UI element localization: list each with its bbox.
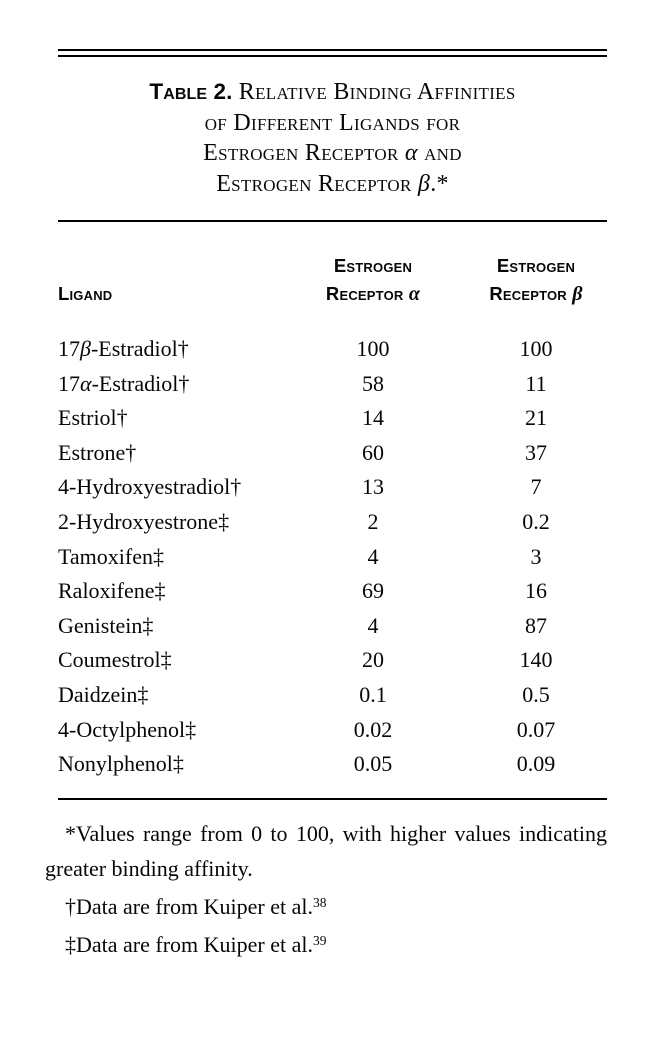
- table-footnotes: [45, 816, 607, 962]
- er-alpha-value: 4: [367, 612, 379, 638]
- er-alpha-value: 100: [356, 336, 390, 361]
- er-beta-value: 0.2: [522, 508, 550, 534]
- ligand-cell: Estrone†: [58, 439, 137, 465]
- table-title-line3: Estrogen Receptor α and: [203, 140, 462, 166]
- table-title-line2: of Different Ligands for: [204, 109, 461, 136]
- footnote-values-range: *Values range from 0 to 100, with higher values indicating greater binding affinity.: [45, 820, 607, 881]
- table-row: [58, 367, 607, 402]
- table-title-line4: Estrogen Receptor β.*: [216, 170, 449, 197]
- table-row: [58, 332, 607, 367]
- beta-symbol: β: [572, 283, 583, 305]
- er-alpha-value: 2: [367, 508, 379, 534]
- er-alpha-value: 4: [367, 543, 379, 569]
- er-beta-value: 0.07: [516, 716, 556, 742]
- er-beta-value: 87: [525, 612, 547, 638]
- er-beta-value: 140: [519, 647, 553, 673]
- table-title: [58, 77, 607, 199]
- reference-38: 38: [313, 894, 327, 910]
- ligand-cell: Genistein‡: [58, 612, 154, 638]
- table-row: [58, 505, 607, 540]
- table-ruled-area: [58, 49, 607, 800]
- footnote-dagger: †Data are from Kuiper et al.$^{38}$: [65, 893, 327, 919]
- ligand-cell: Tamoxifen‡: [58, 543, 164, 569]
- er-alpha-value: 13: [362, 474, 384, 500]
- table-row: [58, 574, 607, 609]
- table-row: [58, 678, 607, 713]
- ligand-cell: Nonylphenol‡: [58, 751, 184, 777]
- beta-symbol: β: [417, 170, 431, 197]
- table-row: [58, 747, 607, 782]
- er-beta-value: 3: [530, 543, 542, 569]
- er-alpha-value: 0.05: [353, 751, 393, 777]
- header-rule: [58, 220, 607, 222]
- reference-39: 39: [313, 932, 327, 948]
- column-header-er-beta: Estrogen Receptor β: [489, 255, 583, 305]
- ligand-cell: Daidzein‡: [58, 681, 149, 707]
- ligand-cell: 17α-Estradiol†: [58, 370, 190, 396]
- ligand-cell: 17β-Estradiol†: [58, 336, 189, 361]
- er-alpha-value: 58: [362, 370, 384, 396]
- ligand-cell: Coumestrol‡: [58, 647, 172, 673]
- column-header-er-alpha: Estrogen Receptor α: [325, 255, 421, 305]
- er-beta-value: 21: [525, 405, 547, 431]
- er-alpha-value: 14: [362, 405, 384, 431]
- er-alpha-value: 20: [362, 647, 384, 673]
- er-beta-value: 7: [530, 474, 542, 500]
- ligand-cell: 2-Hydroxyestrone‡: [58, 508, 230, 534]
- footnote-double-dagger: ‡Data are from Kuiper et al.$^{39}$: [65, 931, 327, 957]
- table-row: [58, 609, 607, 644]
- top-double-rule: [58, 49, 607, 57]
- table-row: [58, 436, 607, 471]
- table-body: [58, 332, 607, 782]
- er-alpha-value: 0.02: [353, 716, 393, 742]
- ligand-cell: 4-Hydroxyestradiol†: [58, 474, 242, 500]
- er-beta-value: 37: [525, 439, 547, 465]
- ligand-cell: 4-Octylphenol‡: [58, 716, 197, 742]
- er-alpha-value: 69: [362, 578, 384, 604]
- er-beta-value: 11: [525, 370, 547, 396]
- table-header-row: [58, 252, 607, 308]
- er-alpha-value: 60: [362, 439, 384, 465]
- table-title-line1: Table 2. Relative Binding Affinities: [149, 79, 516, 105]
- footer-rule: [58, 798, 607, 800]
- table-number-label: Table 2.: [149, 79, 233, 104]
- journal-table-figure: [0, 49, 666, 1053]
- er-beta-value: 0.5: [522, 681, 550, 707]
- table-row: [58, 643, 607, 678]
- ligand-cell: Raloxifene‡: [58, 578, 166, 604]
- er-alpha-value: 0.1: [359, 681, 387, 707]
- alpha-symbol: α: [408, 283, 421, 305]
- column-header-ligand: Ligand: [58, 283, 113, 304]
- alpha-symbol: α: [404, 140, 418, 166]
- ligand-cell: Estriol†: [58, 405, 128, 431]
- er-beta-value: 100: [519, 336, 553, 361]
- table-row: [58, 401, 607, 436]
- table-row: [58, 540, 607, 575]
- er-beta-value: 16: [525, 578, 547, 604]
- table-row: [58, 470, 607, 505]
- er-beta-value: 0.09: [516, 751, 556, 777]
- table-row: [58, 713, 607, 748]
